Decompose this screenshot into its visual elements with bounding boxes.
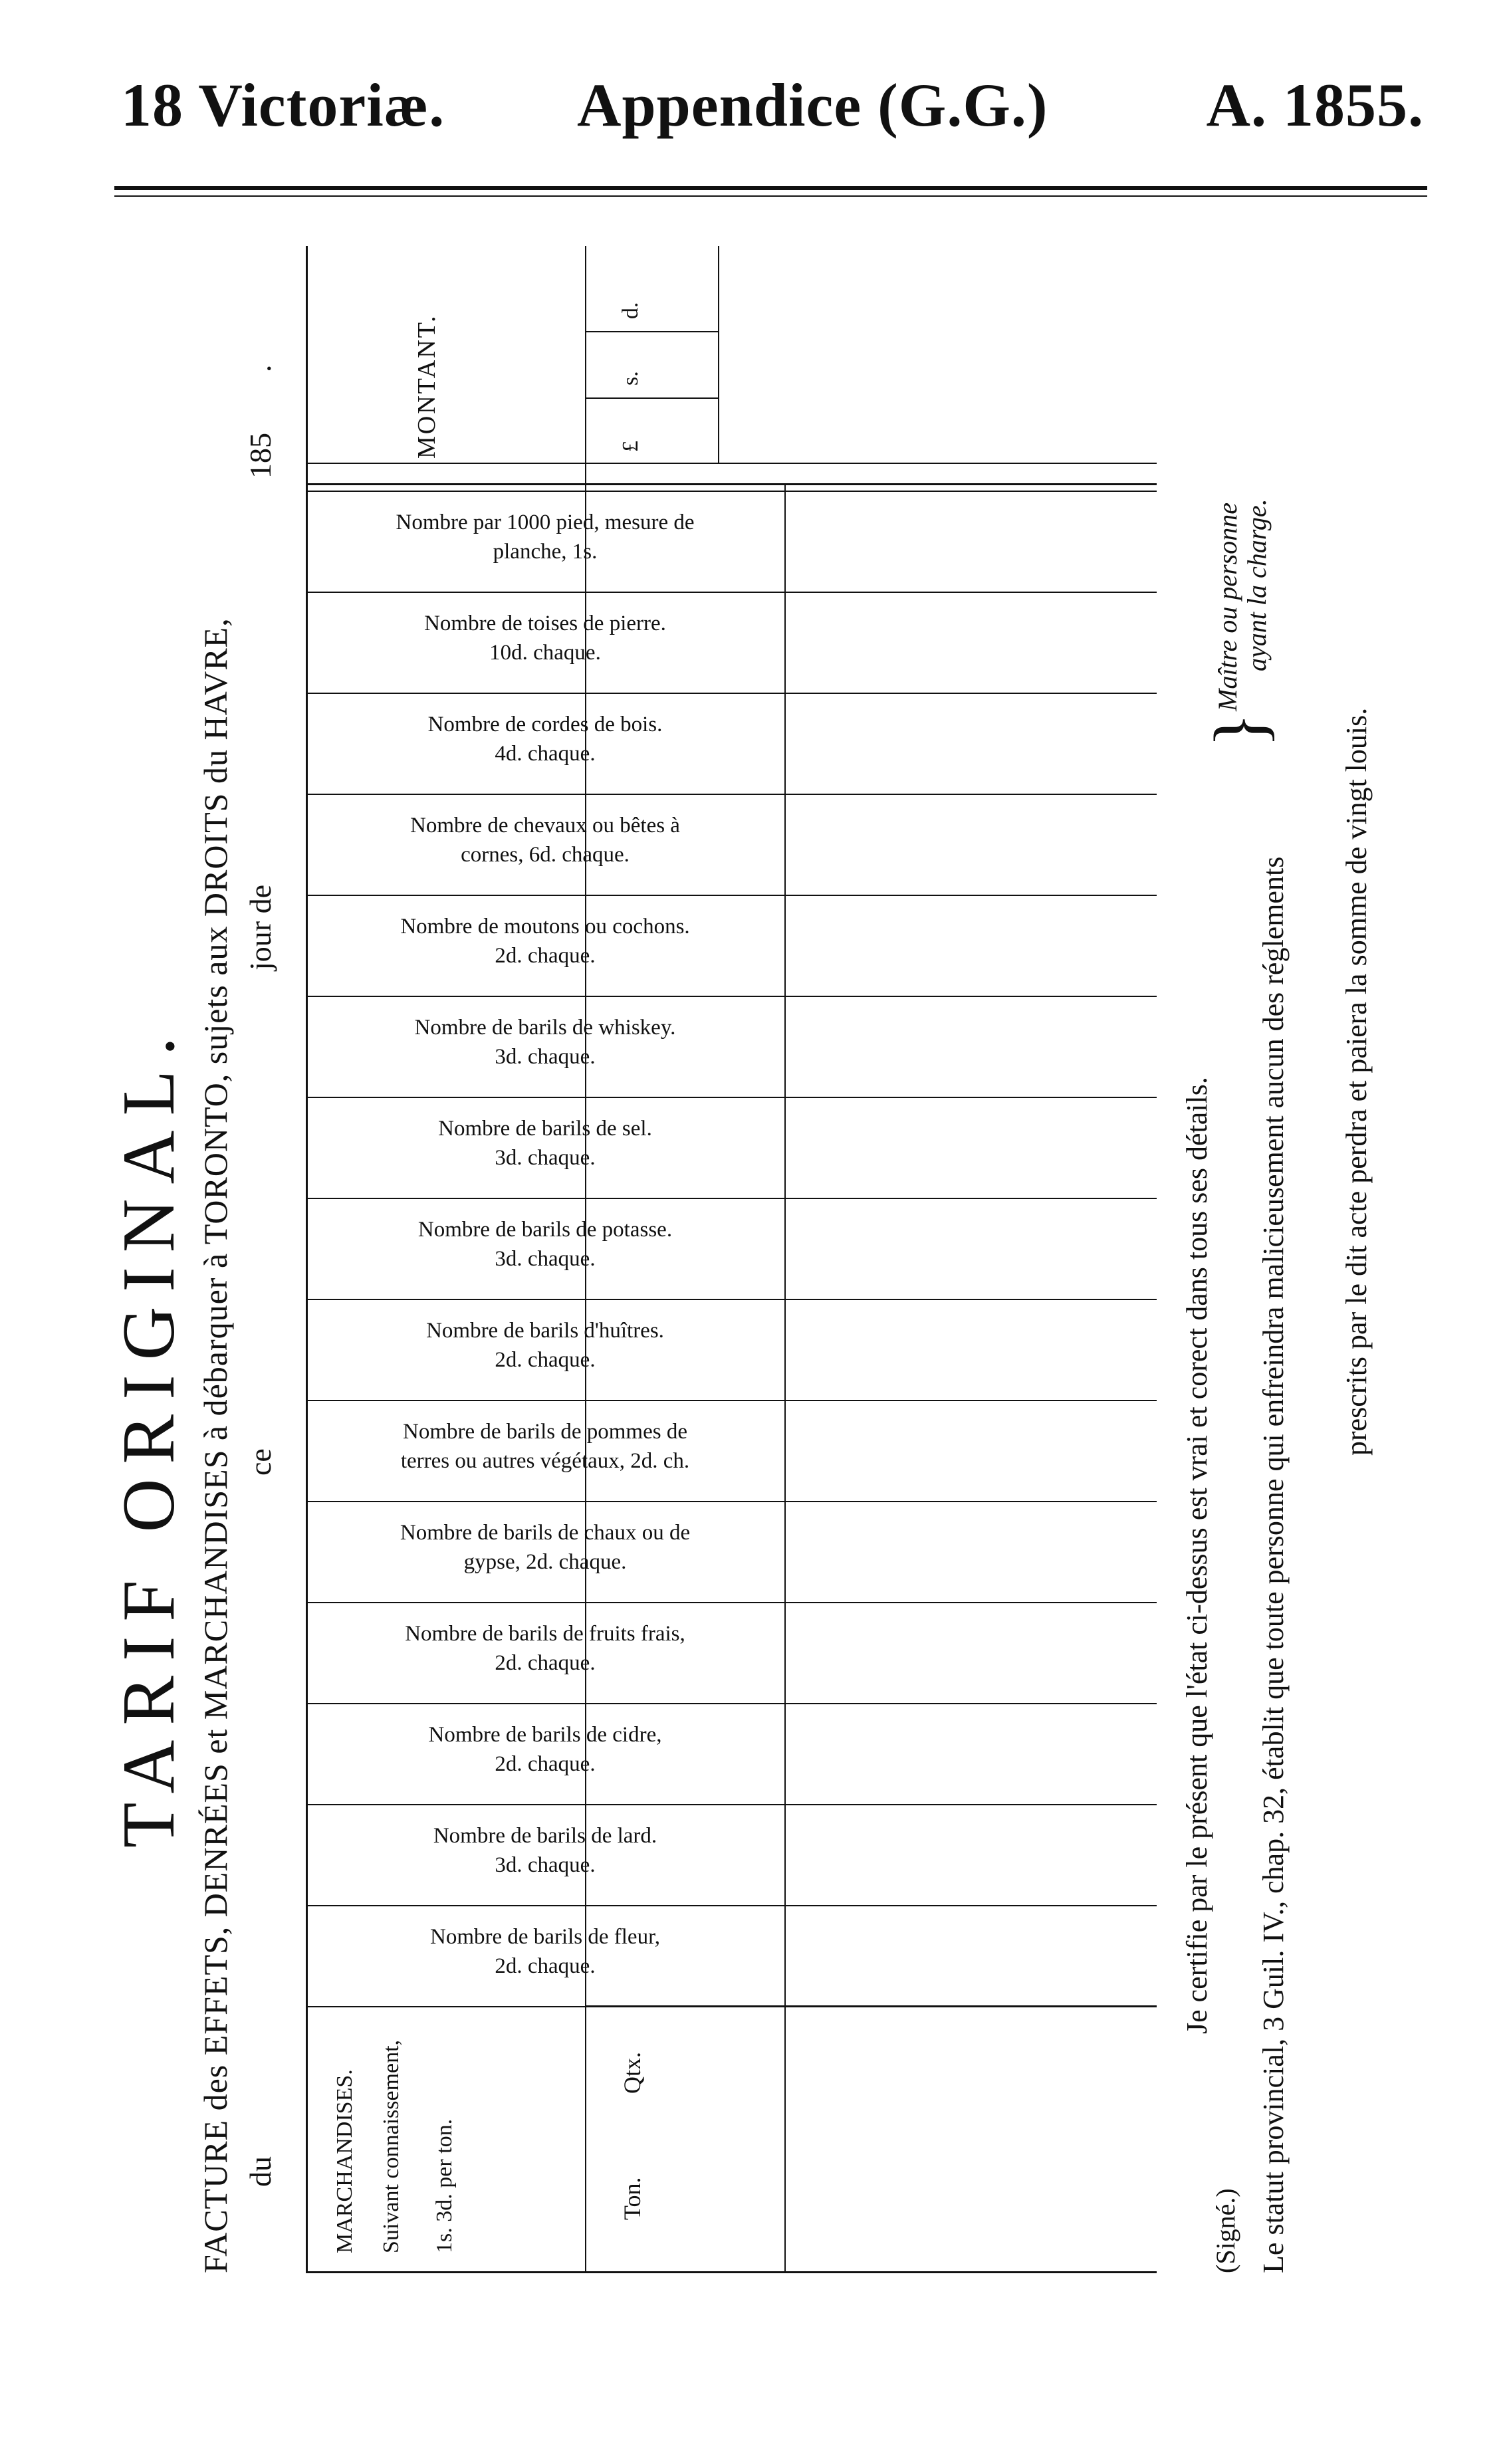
column-header [306,891,784,992]
ton-label: Ton. [619,2177,645,2220]
column-header-line1: Nombre de toises de pierre. [424,612,666,635]
form-date-line [243,346,283,2273]
header-appendix: Appendice (G.G.) [577,71,1048,139]
marchandises-line2: Suivant connaissement, [379,2039,404,2253]
column-divider [306,592,1157,593]
column-header-line1: Nombre de barils de fruits frais, [405,1622,685,1646]
column-header [306,992,784,1093]
column-header-line2: 2d. chaque. [495,944,596,968]
column-header-text [306,689,784,790]
column-divider [306,794,1157,795]
column-header-text [306,790,784,891]
marchandises-title: MARCHANDISES. [332,2069,357,2253]
column-divider [306,1299,1157,1300]
column-header-line1: Nombre de barils de fleur, [430,1925,660,1949]
certification-text: Je certifie par le présent que l'état ci-dessus est vrai et corect dans tous ses détails. [1181,1077,1213,2034]
column-header-line2: gypse, 2d. chaque. [463,1550,627,1574]
column-divider [306,1804,1157,1805]
column-header [306,790,784,891]
pounds-label: £ [618,441,643,452]
date-period: . [243,364,277,372]
date-jour: jour de [243,884,277,970]
statute-line1: Le statut provincial, 3 Guil. IV., chap. 32, établit que toute personne qui enfreindra malicieusement aucun des réglements [1257,856,1290,2273]
column-header-text [306,891,784,992]
pounds-divider [585,397,718,399]
column-header-text [306,1800,784,1901]
column-header-line1: Nombre de barils d'huîtres. [426,1319,664,1343]
column-header-text [306,1497,784,1598]
column-divider [306,1198,1157,1199]
date-du: du [243,2156,277,2187]
rotated-form [106,186,1409,2273]
column-header [306,1800,784,1901]
tariff-table [306,246,1170,2273]
column-header-text [306,1901,784,2002]
column-divider [306,996,1157,997]
column-header [306,588,784,689]
column-header [306,1497,784,1598]
column-header [306,689,784,790]
column-header-line2: terres ou autres végétaux, 2d. ch. [400,1449,690,1473]
column-header-line1: Nombre de barils de sel. [438,1117,652,1141]
date-ce: ce [243,1448,277,1476]
shillings-divider [585,331,718,332]
form-subtitle: FACTURE des EFFETS, DENRÉES et MARCHANDISES à débarquer à TORONTO, sujets aux DROITS du HAVRE, [197,617,234,2273]
column-header [306,1295,784,1396]
column-header-line2: 4d. chaque. [495,742,596,766]
column-header-line2: 2d. chaque. [495,1752,596,1776]
column-header-line1: Nombre de barils de chaux ou de [400,1521,691,1545]
column-header-line2: 2d. chaque. [495,1954,596,1978]
column-divider [306,1400,1157,1401]
column-header-text [306,588,784,689]
marchandises-header [306,2007,585,2273]
montant-label: MONTANT. [413,314,441,459]
column-header-line2: 3d. chaque. [495,1853,596,1877]
column-divider [306,693,1157,694]
column-header-line1: Nombre de barils de lard. [433,1824,657,1848]
column-divider [306,491,1157,492]
column-divider [306,1602,1157,1603]
column-header-line2: 2d. chaque. [495,1651,596,1675]
qtx-label: Qtx. [619,2052,645,2094]
column-header [306,1699,784,1800]
column-header-line1: Nombre de cordes de bois. [427,713,663,736]
column-header-line2: cornes, 6d. chaque. [461,843,630,867]
column-header-text [306,1295,784,1396]
column-header-text [306,487,784,588]
column-header-line1: Nombre de chevaux ou bêtes à [410,814,680,838]
brace-glyph: } [1199,713,1280,748]
column-header [306,1396,784,1497]
header-session: 18 Victoriæ. [121,71,445,139]
column-header-text [306,1396,784,1497]
master-label [1213,499,1272,711]
column-divider [306,1501,1157,1502]
statute-line2: prescrits par le dit acte perdra et paiera la somme de vingt louis. [1340,707,1373,1456]
montant-divider-thin [306,463,1157,464]
column-header [306,1598,784,1699]
column-header-text [306,1093,784,1194]
column-divider [306,1703,1157,1704]
column-header-line2: 2d. chaque. [495,1348,596,1372]
shillings-label: s. [618,371,643,386]
column-divider [306,895,1157,896]
column-header-line2: planche, 1s. [493,540,598,564]
column-divider [306,1097,1157,1098]
column-header-line1: Nombre de barils de whiskey. [414,1016,676,1040]
column-header-text [306,1194,784,1295]
column-header [306,1901,784,2002]
column-header-text [306,1699,784,1800]
form-title: TARIF ORIGINAL. [108,1022,190,1848]
column-header-line2: 3d. chaque. [495,1146,596,1170]
pence-label: d. [618,302,643,319]
column-header-line1: Nombre de barils de pommes de [403,1420,687,1444]
master-line1: Maître ou personne [1213,502,1242,711]
column-header-line2: 3d. chaque. [495,1045,596,1069]
column-header-line1: Nombre de moutons ou cochons. [400,915,690,939]
marchandises-line3: 1s. 3d. per ton. [432,2118,457,2253]
montant-divider [306,483,1157,485]
signature-label: (Signé.) [1211,2188,1240,2273]
column-divider [306,1905,1157,1906]
column-header-line1: Nombre de barils de cidre, [428,1723,662,1747]
marchandises-divider [306,2006,784,2007]
master-line2: ayant la charge. [1242,499,1272,671]
column-header-line2: 3d. chaque. [495,1247,596,1271]
column-header-text [306,1598,784,1699]
column-header [306,1093,784,1194]
column-header-line1: Nombre de barils de potasse. [417,1218,673,1242]
column-header-text [306,992,784,1093]
column-header-line2: 10d. chaque. [489,641,601,665]
column-header-line1: Nombre par 1000 pied, mesure de [396,510,695,534]
date-year: 185 [243,433,277,479]
column-header [306,487,784,588]
header-year: A. 1855. [1206,71,1424,139]
column-header [306,1194,784,1295]
montant-total-rule [718,246,719,464]
